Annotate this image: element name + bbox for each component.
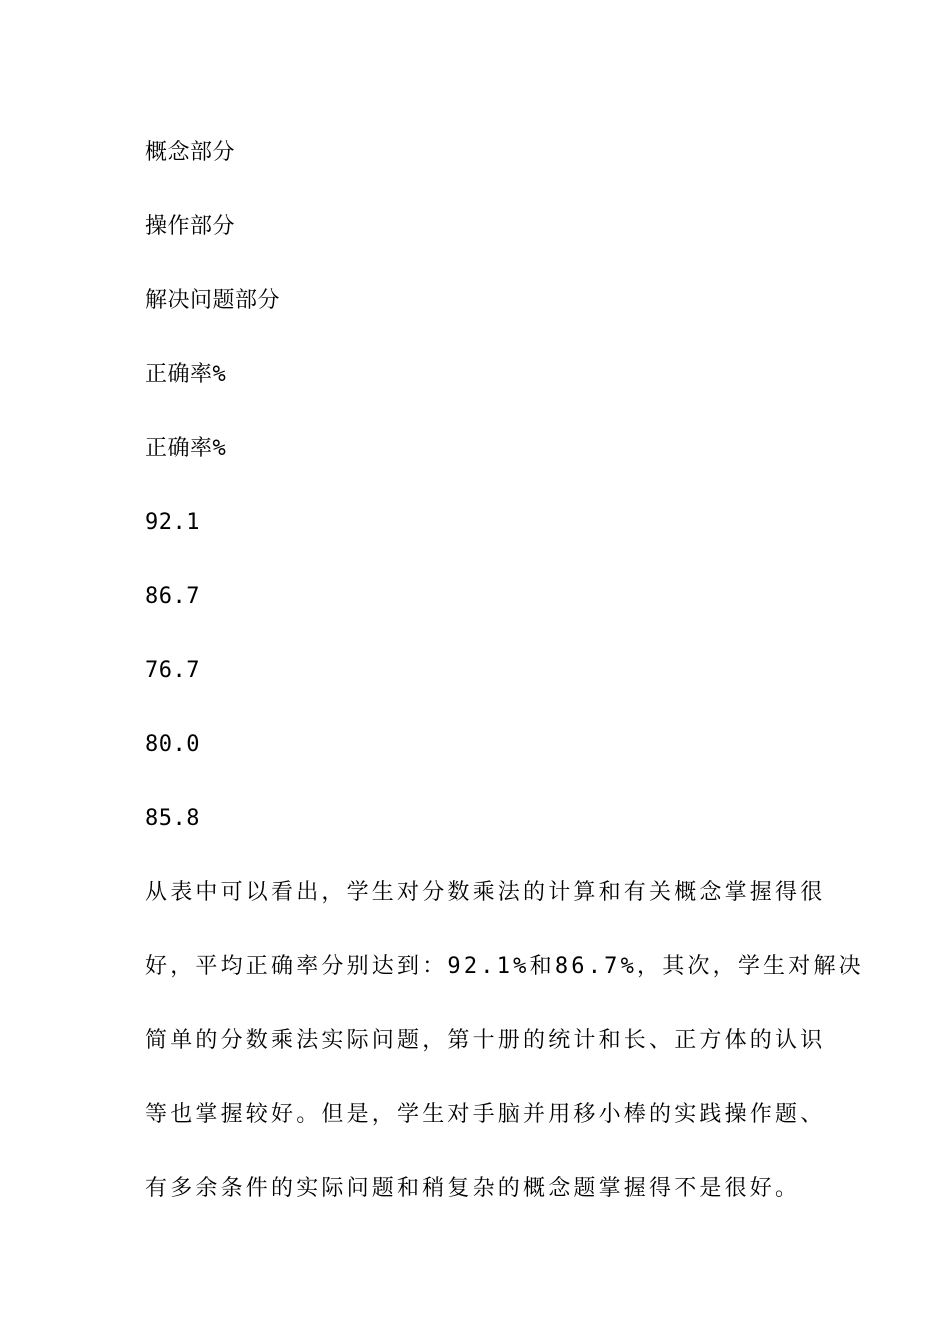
paragraph-line: 有多余条件的实际问题和稍复杂的概念题掌握得不是很好。 xyxy=(145,1176,801,1201)
document-page xyxy=(145,128,864,1238)
paragraph-line: 等也掌握较好。但是，学生对手脑并用移小棒的实践操作题、 xyxy=(145,1102,826,1127)
table-value: 76.7 xyxy=(145,658,200,683)
table-value: 86.7 xyxy=(145,584,200,609)
table-label-concept: 概念部分 xyxy=(145,140,236,165)
paragraph-line: 从表中可以看出，学生对分数乘法的计算和有关概念掌握得很 xyxy=(145,880,826,905)
paragraph-line: 好，平均正确率分别达到：92.1%和86.7%，其次，学生对解决 xyxy=(145,954,864,979)
table-label-operation: 操作部分 xyxy=(145,214,236,239)
table-label-problem-solving: 解决问题部分 xyxy=(145,288,281,313)
paragraph-line: 简单的分数乘法实际问题，第十册的统计和长、正方体的认识 xyxy=(145,1028,826,1053)
table-value: 80.0 xyxy=(145,732,200,757)
table-header-accuracy-2: 正确率% xyxy=(145,436,227,461)
table-value: 92.1 xyxy=(145,510,200,535)
table-header-accuracy: 正确率% xyxy=(145,362,227,387)
table-value: 85.8 xyxy=(145,806,200,831)
analysis-paragraph xyxy=(145,868,864,1213)
